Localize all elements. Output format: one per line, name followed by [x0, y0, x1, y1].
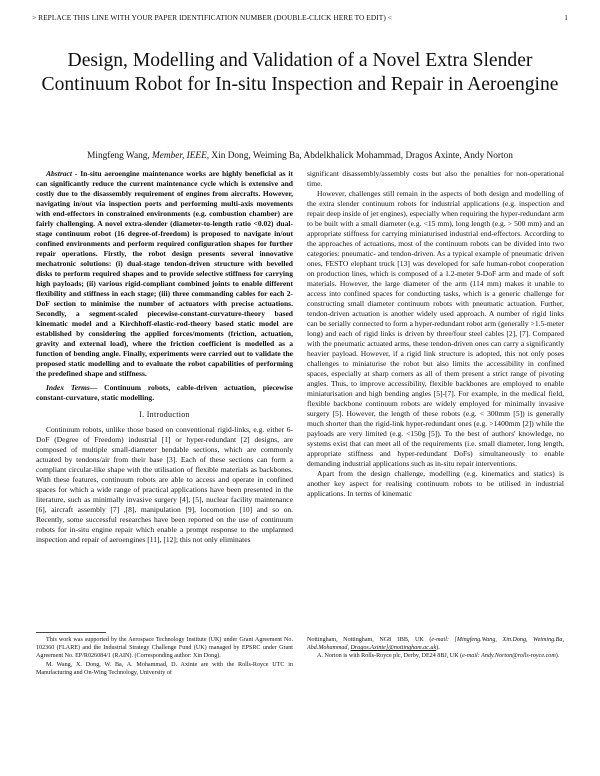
right-column	[307, 169, 564, 499]
intro-paragraph: Continuum robots, unlike those based on conventional rigid-links, e.g. either 6-DoF (Degree of Freedom) industrial [1] or hyper-redundant [2] designs, are composed of multiple small-diameter bendable sections, which are commonly actuated by tendons/air from their base [3]. Each of these sections can form a compliant circular-like shape with the utilisation of flexible materials as backbones. With these features, continuum robots are able to access and operate in confined spaces for which a wide range of practical applications have been presented in the literature, such as minimally invasive surgery [4], [5], nuclear facility maintenance [6], aircraft assembly [7] ,[8], manipulation [9], locomotion [10] and so on. Recently, some successful researches have been reported on the use of continuum robots for in-situ engine repair which enable a prompt response to the unplanned inspection and repair of aeroengines [11], [12]; this not only eliminates	[36, 425, 293, 544]
footnote-funding: This work was supported by the Aerospace Technology Institute (UK) under Grant Agreement No. 102360 (FLARE) and the Industrial Strategy Challenge Fund (UK) managed by EPSRC under Grant Agreement No. EP/R026084/1 (RAIN). (Corresponding author: Xin Dong).	[36, 637, 293, 660]
right-paragraph-continuation: significant disassembly/assembly costs but also the penalties for non-operational time.	[307, 169, 564, 188]
abstract-text: - In-situ aeroengine maintenance works are highly beneficial as it can significantly reduce the current maintenance cycle which is extensive and costly due to the disassembly requirement of engines from aircrafts. However, navigating in/out via inspection ports and performing multi-axis movements with end-effectors in constrained environments (e.g. combustion chamber) are fairly challenging. A novel extra-slender (diameter-to-length ratio <0.02) dual-stage continuum robot (16 degree-of-freedom) is proposed to navigate in/out confined environments and perform required configuration shapes for further repair operations. Firstly, the robot design presents several innovative mechatronic solutions: (i) dual-stage tendon-driven structure with bevelled disks to perform required shapes and to provide selective stiffness for carrying high payloads; (ii) various rigid-compliant combined joints to enable different flexibility and stiffness in each stage; (iii) three commanding cables for each 2-DoF section to minimise the number of actuators with precise actuations. Secondly, a segment-scaled piecewise-constant-curvature-theory based kinematic model and a Kirchhoff-elastic-rod-theory based static model are established by considering the applied forces/moments (friction, actuation, gravity and external load), where the friction coefficient is modelled as a function of bending angle. Finally, experiments were carried out to validate the proposed static modelling and to evaluate the robot capabilities of performing the predefined shape and stiffness.	[36, 169, 293, 378]
footnotes-left	[36, 636, 293, 677]
email-link[interactable]: Dragos.Axinte	[350, 645, 386, 652]
paper-title: Design, Modelling and Validation of a Novel Extra Slender Continuum Robot for In-situ Inspection and Repair in Aeroengine	[41, 50, 559, 95]
footnote-nottingham	[307, 636, 564, 652]
page-number: 1	[564, 13, 568, 22]
running-head: > REPLACE THIS LINE WITH YOUR PAPER IDENTIFICATION NUMBER (DOUBLE-CLICK HERE TO EDIT) <	[32, 13, 392, 22]
author-list-end: , Xin Dong, Weiming Ba, Abdelkhalick Mohammad, Dragos Axinte, Andy Norton	[206, 151, 513, 161]
right-paragraph-challenges: However, challenges still remain in the aspects of both design and modelling of the extra slender continuum robots for industrial applications (e.g. inspection and repair deep inside of jet engines), especially when requiring the hyper-redundant arm to be built with a small diameter (e.g. <15 mm), long length (e.g. > 500 mm) and an appropriate stiffness for carrying miniaturised industrial end-effectors. According to the approaches of actuations, most of the continuum robots can be divided into two categories: pneumatic- and tendon-driven. As a typical example of pneumatic driven ones, FESTO elephant truck [13] was developed for safe human-robot cooperation on production lines, which is composed of a 1.2-meter 9-DoF arm and made of soft materials. However, the large diameter of the arm (114 mm) makes it unable to access into confined spaces for conducting tasks, which is a generic challenge for constructing small diameter continuum robots with pneumatic actuation. Further, tendon-driven actuation is another widely used approach. A number of rigid links can be serially connected to form a hyper-redundant robot arm (generally >1.5-meter long) and each of rigid links is driven by three/four steel cables [2], [7]. Compared with the pneumatic actuated arms, these tendon-driven ones can carry a significantly heavier payload. However, if a rigid link structure is adopted, this not only poses challenges to miniaturise the robot but also limits the accessibility in confined spaces, especially at sharp corners as all of them present a strict range of pivoting angles. Thus, to improve accessibility, flexible backbones are employed to enable miniaturisation and high bending angles [5]-[7]. For example, in the medical field, flexible backbone continuum robots are widely employed for minimally invasive surgery [5]. However, the length of these robots (e.g. < 300mm [5]) is generally much shorter than the rigid-link hyper-redundant ones (e.g. >1400mm [2]) while the payloads are very limited (e.g. <150g [5]). To the best of authors' knowledge, no systems exist that can meet all of the requirements (i.e. small diameter, long length, appropriate stiffness and hyper-redundant DoFs) simultaneously to enable demanding industrial applications such as in-situ repair interventions.	[307, 189, 564, 468]
right-paragraph-modelling: Apart from the design challenge, modelling (e.g. kinematics and statics) is another key aspect for realising continuum robots to be utilised in industrial applications. In terms of kinematic	[307, 469, 564, 498]
footnote-rr-close: ).	[555, 653, 560, 660]
footnote-close: ).	[436, 645, 440, 652]
section-heading-introduction: I. Introduction	[139, 410, 190, 419]
footnote-address: Nottingham, Nottingham, NG8 1BB, UK (	[307, 637, 432, 643]
footnote-rr-email: e-mail: Andy.Norton@rolls-royce.com	[462, 653, 556, 660]
author-list-start: Mingfeng Wang,	[87, 151, 153, 161]
footnote-affiliation: M. Wang, X. Dong, W. Ba, A. Mohammad, D. Axinte are with the Rolls-Royce UTC in Manufacturing and On-Wing Technology, University of	[36, 661, 293, 676]
abstract	[36, 169, 293, 379]
footnote-rolls-royce	[307, 652, 564, 660]
left-column	[36, 169, 293, 545]
abstract-label: Abstract	[46, 169, 72, 178]
index-terms-text: — Continuum robots, cable-driven actuation, piecewise constant-curvature, static modelling.	[36, 383, 293, 402]
footnote-rr-address: A. Norton is with Rolls-Royce plc, Derby, DE24 8BJ, UK (	[317, 653, 463, 660]
email-domain-link[interactable]: ]@nottingham.ac.uk	[385, 645, 437, 652]
ieee-membership: Member, IEEE	[152, 151, 207, 161]
footnote-rule	[36, 632, 106, 633]
author-line	[28, 151, 572, 161]
footnotes-right	[307, 636, 564, 661]
footnote-emails: e-mail: [Mingfeng.Wang, Xin.Dong, Weiming.Ba, Abd.Mohammad,	[307, 637, 564, 652]
index-terms	[36, 383, 293, 403]
index-terms-label: Index Terms	[46, 383, 90, 392]
